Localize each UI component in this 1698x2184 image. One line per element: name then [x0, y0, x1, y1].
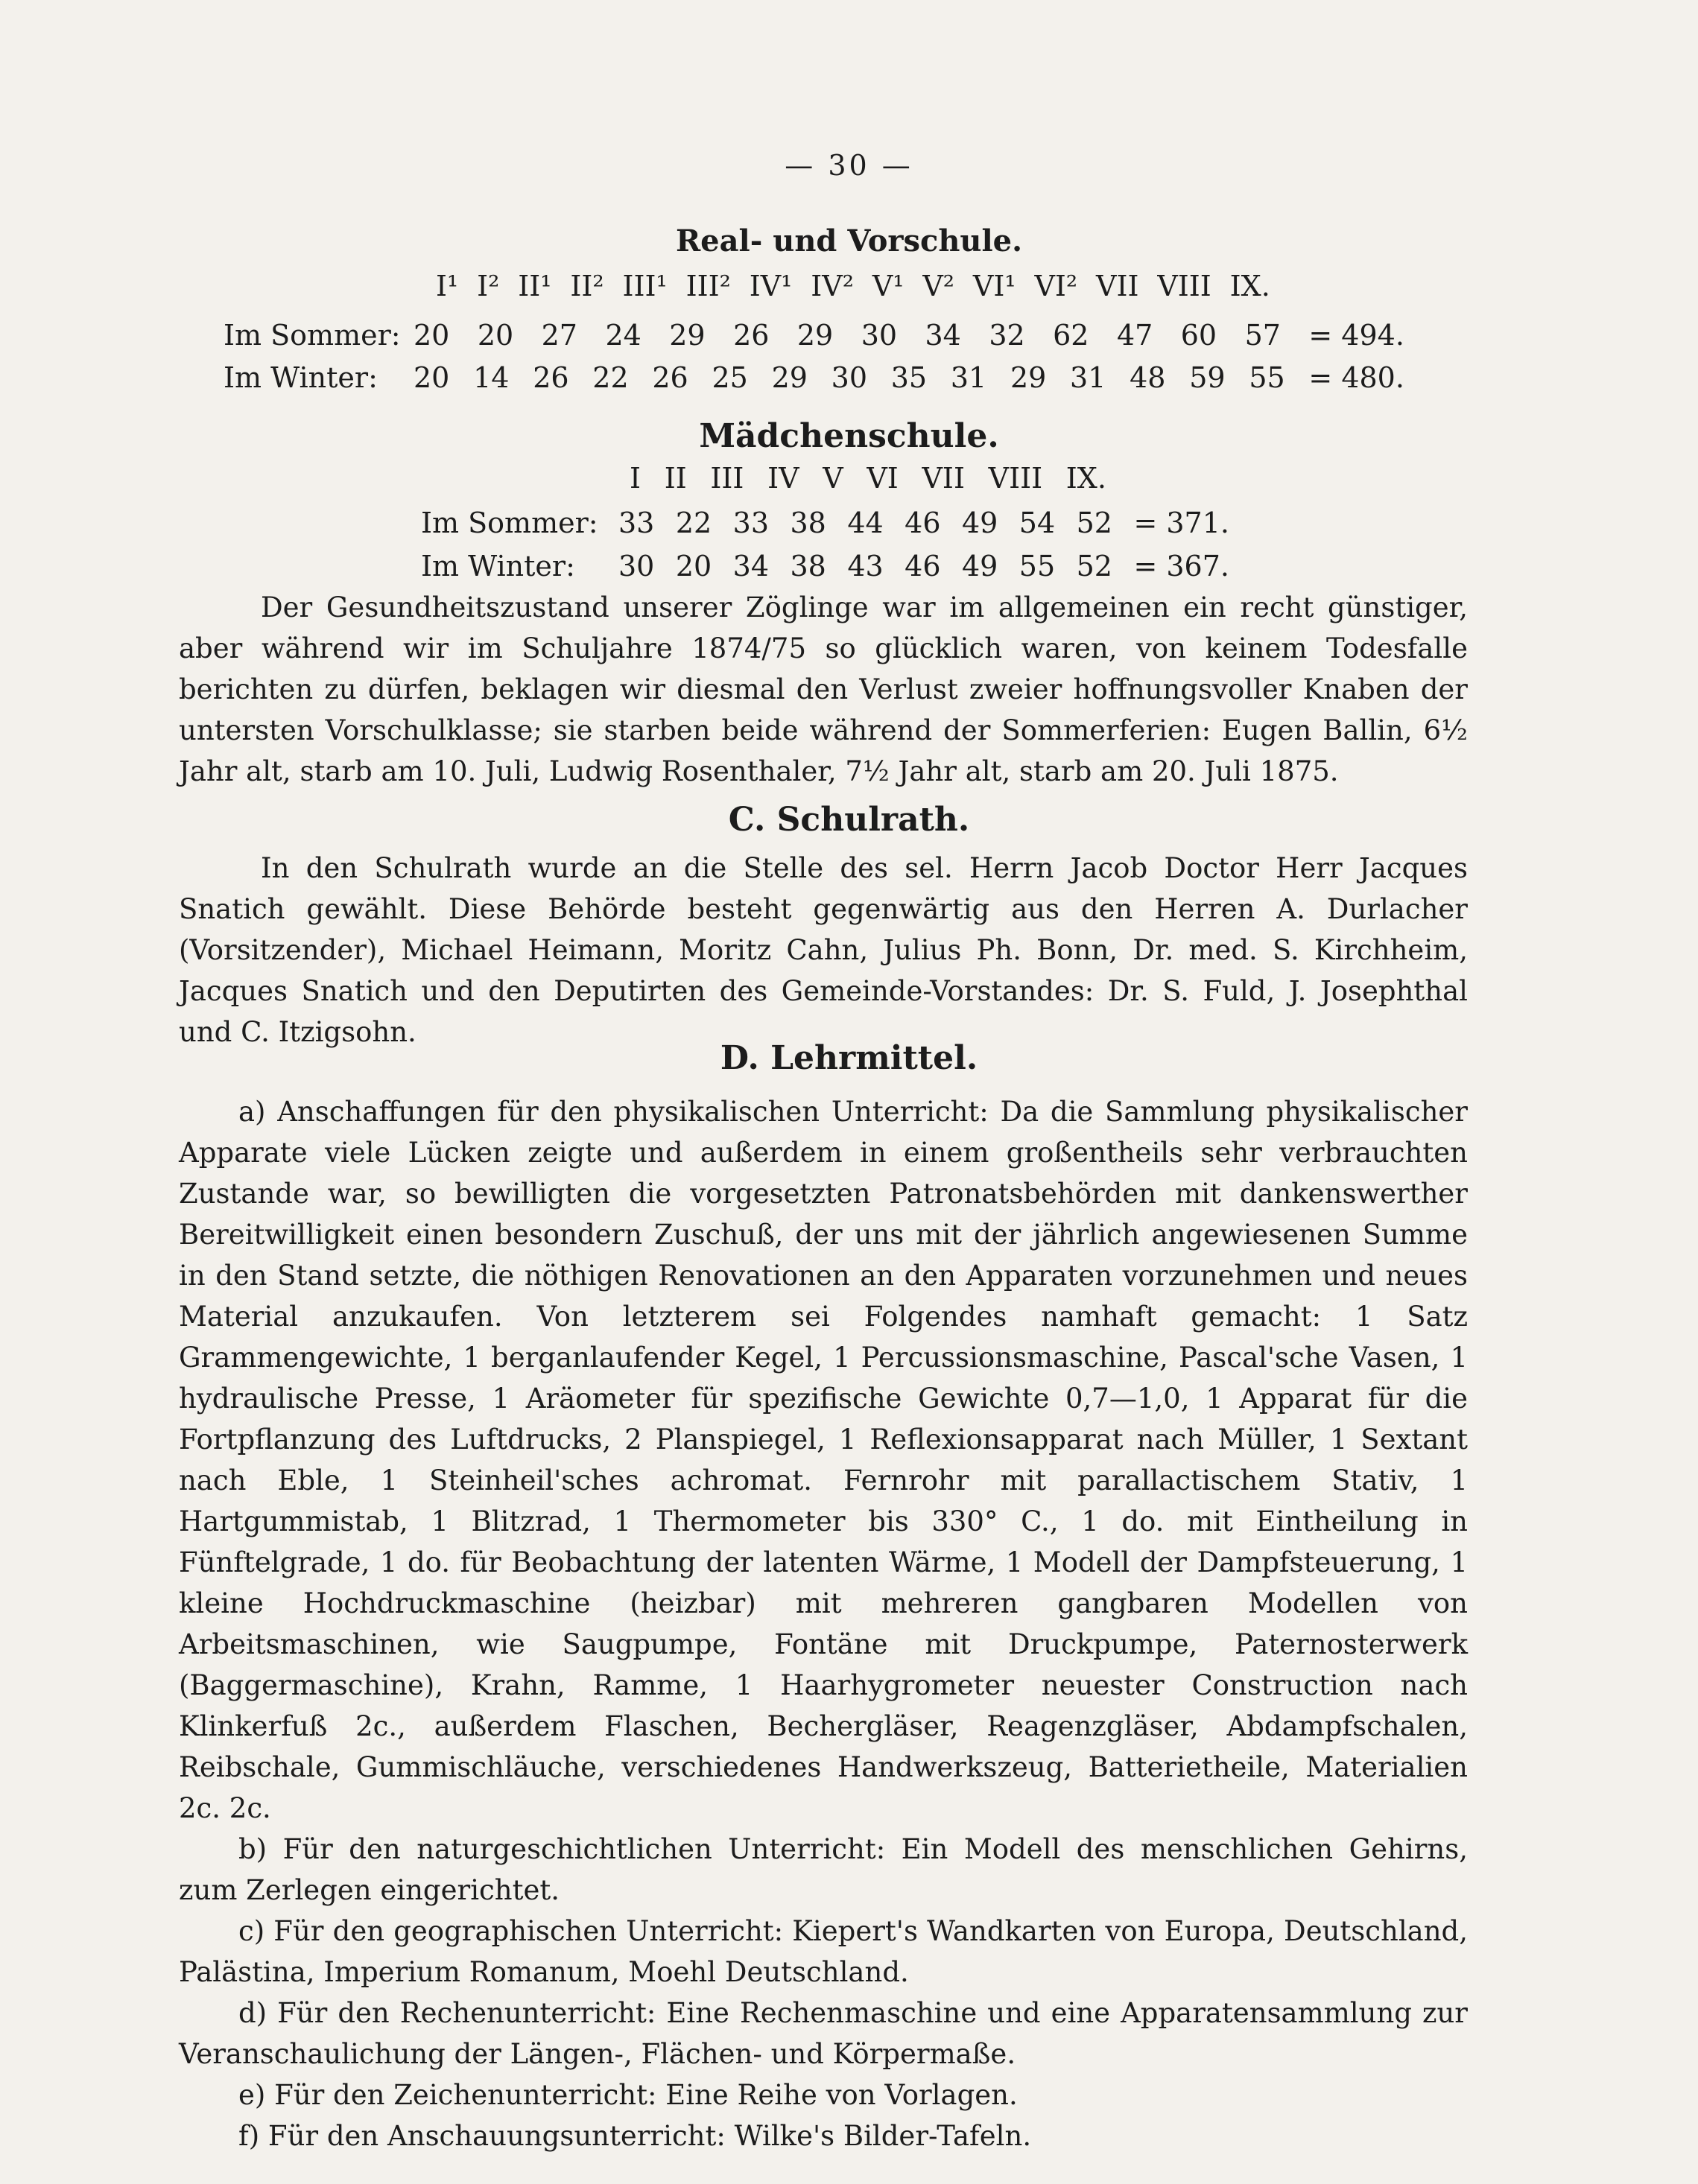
- maedchenschule-winter-row: [618, 550, 1229, 582]
- schulrath-heading: C. Schulrath.: [728, 801, 970, 839]
- class-label: II¹: [518, 270, 552, 302]
- lehrmittel-item-c: c) Für den geographischen Unterricht: Kiepert's Wandkarten von Europa, Deutschland, Palästina, Imperium Romanum, Moehl Deutschland.: [179, 1915, 1468, 1988]
- class-label: VI¹: [972, 270, 1016, 302]
- count: 29: [796, 319, 834, 352]
- maedchenschule-winter-label: Im Winter:: [421, 550, 575, 582]
- total: = 371.: [1133, 507, 1229, 539]
- class-label: IX.: [1229, 270, 1270, 302]
- class-label: VI²: [1034, 270, 1078, 302]
- lehrmittel-item-a: a) Anschaffungen für den physikalischen Unterricht: Da die Sammlung physikalischer Apparate viele Lücken zeigte und außerdem in einem großentheils sehr verbrauchten Zustande war, so bewilligten die vorgesetzten Patronatsbehörden mit dankenswerther Bereitwilligkeit einen besondern Zuschuß, der uns mit der jährlich angewiesenen Summe in den Stand setzte, die nöthigen Renovationen an den Apparaten vorzunehmen und neues Material anzukaufen. Von letzterem sei Folgendes namhaft gemacht: 1 Satz Grammengewichte, 1 berganlaufender Kegel, 1 Percussionsmaschine, Pascal'sche Vasen, 1 hydraulische Presse, 1 Aräometer für spezifische Gewichte 0,7—1,0, 1 Apparat für die Fortpflanzung des Luftdrucks, 2 Planspiegel, 1 Reflexionsapparat nach Müller, 1 Sextant nach Eble, 1 Steinheil'sches achromat. Fernrohr mit parallactischem Stativ, 1 Hartgummistab, 1 Blitzrad, 1 Thermometer bis 330° C., 1 do. mit Eintheilung in Fünftelgrade, 1 do. für Beobachtung der latenten Wärme, 1 Modell der Dampfsteuerung, 1 kleine Hochdruckmaschine (heizbar) mit mehreren gangbaren Modellen von Arbeitsmaschinen, wie Saugpumpe, Fontäne mit Druckpumpe, Paternosterwerk (Baggermaschine), Krahn, Ramme, 1 Haarhygrometer neuester Construction nach Klinkerfuß 2c., außerdem Flaschen, Bechergläser, Reagenzgläser, Abdampfschalen, Reibschale, Gummischläuche, verschiedenes Handwerkszeug, Batterietheile, Materialien 2c. 2c.: [179, 1096, 1468, 1824]
- count: 54: [1019, 507, 1056, 539]
- real-vorschule-winter-row: [414, 361, 1404, 394]
- total: = 480.: [1308, 361, 1404, 394]
- maedchenschule-heading: Mädchenschule.: [699, 417, 999, 455]
- class-label: IV: [767, 462, 799, 495]
- count: 38: [790, 550, 826, 582]
- count: 25: [712, 361, 748, 394]
- maedchenschule-sommer-row: [618, 507, 1229, 539]
- count: 26: [533, 361, 569, 394]
- maedchenschule-class-header: [630, 462, 1106, 495]
- schulrath-section: [179, 848, 1468, 1053]
- count: 24: [605, 319, 641, 352]
- count: 52: [1076, 507, 1112, 539]
- real-vorschule-class-header: [436, 270, 1270, 302]
- class-label: III²: [685, 270, 731, 302]
- gesundheit-paragraph: Der Gesundheitszustand unserer Zöglinge war im allgemeinen ein recht günstiger, aber während wir im Schuljahre 1874/75 so glücklich waren, von keinem Todesfalle berichten zu dürfen, beklagen wir diesmal den Verlust zweier hoffnungsvoller Knaben der untersten Vorschulklasse; sie starben beide während der Sommerferien: Eugen Ballin, 6½ Jahr alt, starb am 10. Juli, Ludwig Rosenthaler, 7½ Jahr alt, starb am 20. Juli 1875.: [179, 591, 1468, 787]
- count: 34: [925, 319, 961, 352]
- count: 27: [541, 319, 577, 352]
- real-vorschule-heading: Real- und Vorschule.: [675, 223, 1023, 258]
- count: 26: [733, 319, 770, 352]
- class-label: V²: [922, 270, 955, 302]
- count: 32: [989, 319, 1025, 352]
- count: 52: [1076, 550, 1112, 582]
- count: 47: [1116, 319, 1153, 352]
- count: 55: [1249, 361, 1285, 394]
- count: 44: [847, 507, 884, 539]
- count: 22: [592, 361, 629, 394]
- class-label: I: [630, 462, 641, 495]
- count: 35: [890, 361, 928, 394]
- class-label: I²: [477, 270, 500, 302]
- count: 43: [847, 550, 884, 582]
- class-label: I¹: [436, 270, 459, 302]
- count: 48: [1130, 361, 1166, 394]
- count: 59: [1189, 361, 1226, 394]
- count: 30: [618, 550, 655, 582]
- class-label: VI: [867, 462, 899, 495]
- class-label: VII: [1096, 270, 1139, 302]
- count: 46: [905, 550, 941, 582]
- class-label: V¹: [872, 270, 905, 302]
- page-number: — 30 —: [785, 149, 913, 182]
- schulrath-paragraph: In den Schulrath wurde an die Stelle des sel. Herrn Jacob Doctor Herr Jacques Snatich gewählt. Diese Behörde besteht gegenwärtig aus den Herren A. Durlacher (Vorsitzender), Michael Heimann, Moritz Cahn, Julius Ph. Bonn, Dr. med. S. Kirchheim, Jacques Snatich und den Deputirten des Gemeinde-Vorstandes: Dr. S. Fuld, J. Josephthal und C. Itzigsohn.: [179, 852, 1468, 1048]
- total: = 367.: [1133, 550, 1229, 582]
- class-label: II²: [570, 270, 604, 302]
- total: = 494.: [1308, 319, 1404, 352]
- count: 49: [961, 507, 998, 539]
- count: 22: [675, 507, 712, 539]
- count: 55: [1019, 550, 1056, 582]
- class-label: III: [710, 462, 744, 495]
- lehrmittel-item-d: d) Für den Rechenunterricht: Eine Rechenmaschine und eine Apparatensammlung zur Veranschaulichung der Längen-, Flächen- und Körpermaße.: [179, 1997, 1468, 2070]
- count: 31: [950, 361, 987, 394]
- count: 20: [675, 550, 712, 582]
- lehrmittel-item-f: f) Für den Anschauungsunterricht: Wilke's Bilder-Tafeln.: [238, 2120, 1032, 2152]
- count: 30: [861, 319, 898, 352]
- lehrmittel-section: [179, 1091, 1468, 2156]
- class-label: IX.: [1065, 462, 1106, 495]
- count: 60: [1180, 319, 1217, 352]
- count: 46: [905, 507, 941, 539]
- real-vorschule-winter-label: Im Winter:: [224, 361, 378, 394]
- class-label: VII: [922, 462, 965, 495]
- count: 29: [1010, 361, 1047, 394]
- class-label: VIII: [1157, 270, 1211, 302]
- lehrmittel-item-e: e) Für den Zeichenunterricht: Eine Reihe von Vorlagen.: [238, 2079, 1018, 2111]
- real-vorschule-sommer-label: Im Sommer:: [224, 319, 401, 352]
- count: 31: [1070, 361, 1106, 394]
- class-label: VIII: [988, 462, 1043, 495]
- count: 49: [961, 550, 998, 582]
- lehrmittel-heading: D. Lehrmittel.: [720, 1039, 978, 1077]
- count: 29: [771, 361, 808, 394]
- count: 29: [669, 319, 706, 352]
- class-label: III¹: [622, 270, 668, 302]
- lehrmittel-item-b: b) Für den naturgeschichtlichen Unterricht: Ein Modell des menschlichen Gehirns, zum Zerlegen eingerichtet.: [179, 1833, 1468, 1906]
- gesundheit-section: [179, 587, 1468, 792]
- count: 20: [414, 361, 450, 394]
- count: 38: [790, 507, 826, 539]
- count: 33: [732, 507, 770, 539]
- count: 34: [732, 550, 770, 582]
- class-label: IV²: [811, 270, 854, 302]
- real-vorschule-sommer-row: [414, 319, 1404, 352]
- count: 30: [831, 361, 868, 394]
- count: 62: [1053, 319, 1089, 352]
- count: 20: [477, 319, 514, 352]
- count: 14: [473, 361, 510, 394]
- count: 33: [618, 507, 655, 539]
- count: 20: [414, 319, 450, 352]
- count: 57: [1244, 319, 1281, 352]
- class-label: V: [823, 462, 843, 495]
- count: 26: [652, 361, 688, 394]
- class-label: II: [664, 462, 687, 495]
- class-label: IV¹: [749, 270, 793, 302]
- maedchenschule-sommer-label: Im Sommer:: [421, 507, 598, 539]
